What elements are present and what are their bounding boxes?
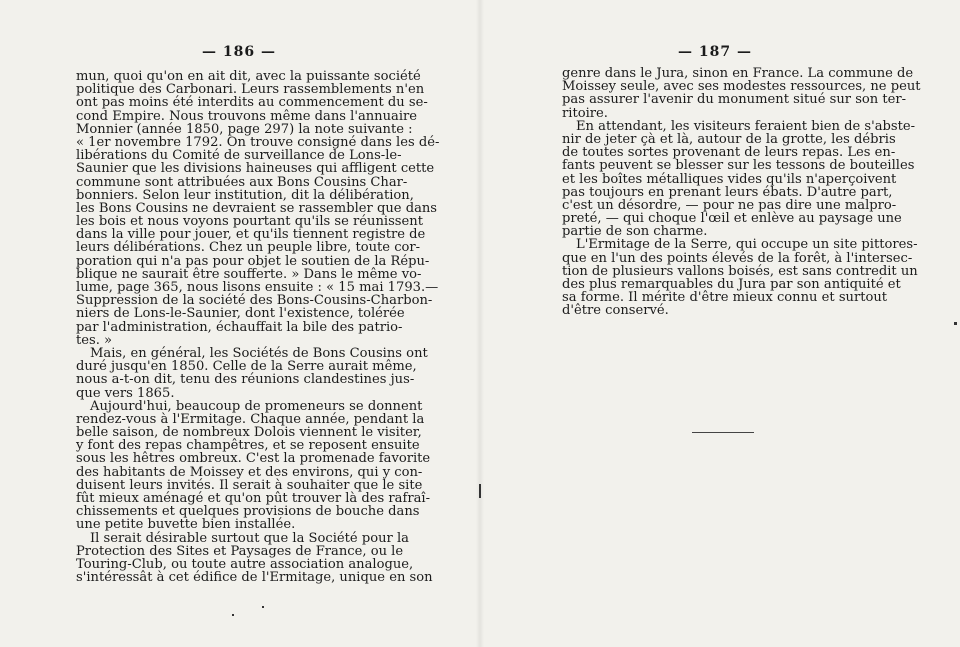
section-end-rule: [692, 432, 754, 433]
text-line: bonniers. Selon leur institution, dit la délibération,: [76, 187, 414, 203]
text-line: genre dans le Jura, sinon en France. La commune de: [562, 66, 914, 81]
body-text: [76, 69, 440, 586]
text-line: les bois et nous voyons pourtant qu'ils se réunissent: [76, 214, 423, 230]
text-line: que vers 1865.: [76, 385, 175, 401]
text-line: que en l'un des points élevés de la forêt, à l'intersec-: [562, 250, 913, 266]
text-line: politique des Carbonari. Leurs rassemblements n'en: [76, 82, 425, 98]
text-line: belle saison, de nombreux Dolois viennent le visiter,: [76, 425, 422, 441]
text-line: fants peuvent se blesser sur les tessons de bouteilles: [562, 158, 915, 174]
page-number: — 187 —: [678, 44, 752, 60]
text-line: niers de Lons-le-Saunier, dont l'existence, tolérée: [76, 306, 405, 322]
paper-speck: [954, 322, 957, 325]
text-line: duisent leurs invités. Il serait à souhaiter que le site: [76, 477, 423, 493]
text-line: s'intéressât à cet édifice de l'Ermitage, unique en son: [76, 570, 433, 586]
text-line: les Bons Cousins ne devraient se rassembler que dans: [76, 200, 438, 216]
text-line: L'Ermitage de la Serre, qui occupe un site pittores-: [576, 237, 918, 253]
text-line: blique ne saurait être soufferte. » Dans le même vo-: [76, 266, 422, 282]
text-line: nous a-t-on dit, tenu des réunions clandestines jus-: [76, 372, 415, 388]
text-line: leurs délibérations. Chez un peuple libre, toute cor-: [76, 240, 421, 256]
text-line: Il serait désirable surtout que la Société pour la: [90, 530, 409, 546]
text-line: des habitants de Moissey et des environs, qui y con-: [76, 464, 423, 480]
text-line: Aujourd'hui, beaucoup de promeneurs se donnent: [90, 398, 423, 414]
body-text: [562, 66, 921, 319]
text-line: chissements et quelques provisions de bouche dans: [76, 504, 420, 520]
text-line: c'est un désordre, — pour ne pas dire une malpro-: [562, 197, 897, 213]
text-line: Touring-Club, ou toute autre association analogue,: [76, 556, 414, 572]
text-line: une petite buvette bien installée.: [76, 517, 296, 533]
text-line: d'être conservé.: [562, 303, 669, 319]
text-line: et les boîtes métalliques vides qu'ils n'aperçoivent: [562, 171, 897, 187]
text-line: « 1er novembre 1792. On trouve consigné dans les dé-: [76, 134, 440, 150]
text-line: par l'administration, échauffait la bile des patrio-: [76, 319, 403, 335]
text-line: En attendant, les visiteurs feraient bien de s'abste-: [576, 118, 916, 134]
text-line: cond Empire. Nous trouvons même dans l'annuaire: [76, 108, 418, 124]
text-line: poration qui n'a pas pour objet le soutien de la Répu-: [76, 253, 430, 269]
text-line: preté, — qui choque l'œil et enlève au paysage une: [562, 211, 902, 227]
text-line: des plus remarquables du Jura par son antiquité et: [562, 277, 901, 292]
text-line: libérations du Comité de surveillance de Lons-le-: [76, 148, 402, 164]
text-line: ritoire.: [562, 105, 608, 121]
text-line: pas assurer l'avenir du monument situé sur son ter-: [562, 92, 907, 108]
right-page: [480, 0, 960, 647]
text-line: pas toujours en prenant leurs ébats. D'autre part,: [562, 184, 893, 200]
text-line: sa forme. Il mérite d'être mieux connu et surtout: [562, 290, 888, 306]
text-line: duré jusqu'en 1850. Celle de la Serre aurait même,: [76, 359, 417, 375]
text-line: Protection des Sites et Paysages de France, ou le: [76, 543, 404, 559]
text-line: de toutes sortes provenant de leurs repas. Les en-: [562, 145, 896, 161]
text-line: fût mieux aménagé et qu'on pût trouver là des rafraî-: [76, 491, 431, 506]
text-line: commune sont attribuées aux Bons Cousins Char-: [76, 174, 408, 190]
paper-speck: [262, 606, 264, 608]
text-line: y font des repas champêtres, et se reposent ensuite: [76, 438, 420, 454]
text-line: Saunier que les divisions haineuses qui affligent cette: [76, 161, 435, 177]
text-line: lume, page 365, nous lisons ensuite : « 15 mai 1793.—: [76, 280, 439, 295]
text-line: nir de jeter çà et là, autour de la grotte, les débris: [562, 131, 896, 147]
text-line: mun, quoi qu'on en ait dit, avec la puissante société: [76, 69, 421, 84]
text-line: ont pas moins été interdits au commencement du se-: [76, 95, 428, 111]
text-line: Monnier (année 1850, page 297) la note suivante :: [76, 121, 413, 137]
paper-speck: [232, 614, 234, 616]
text-line: rendez-vous à l'Ermitage. Chaque année, pendant la: [76, 411, 425, 427]
text-line: dans la ville pour jouer, et qu'ils tiennent registre de: [76, 227, 426, 243]
text-line: Moissey seule, avec ses modestes ressources, ne peut: [562, 79, 921, 95]
text-line: sous les hêtres ombreux. C'est la promenade favorite: [76, 451, 431, 467]
page-number: — 186 —: [202, 44, 276, 60]
text-line: tes. »: [76, 332, 113, 348]
text-line: Mais, en général, les Sociétés de Bons Cousins ont: [90, 345, 428, 361]
text-line: partie de son charme.: [562, 224, 708, 240]
text-line: tion de plusieurs vallons boisés, est sans contredit un: [562, 263, 918, 279]
text-line: Suppression de la société des Bons-Cousins-Charbon-: [76, 293, 433, 309]
paper-speck: [479, 484, 481, 498]
